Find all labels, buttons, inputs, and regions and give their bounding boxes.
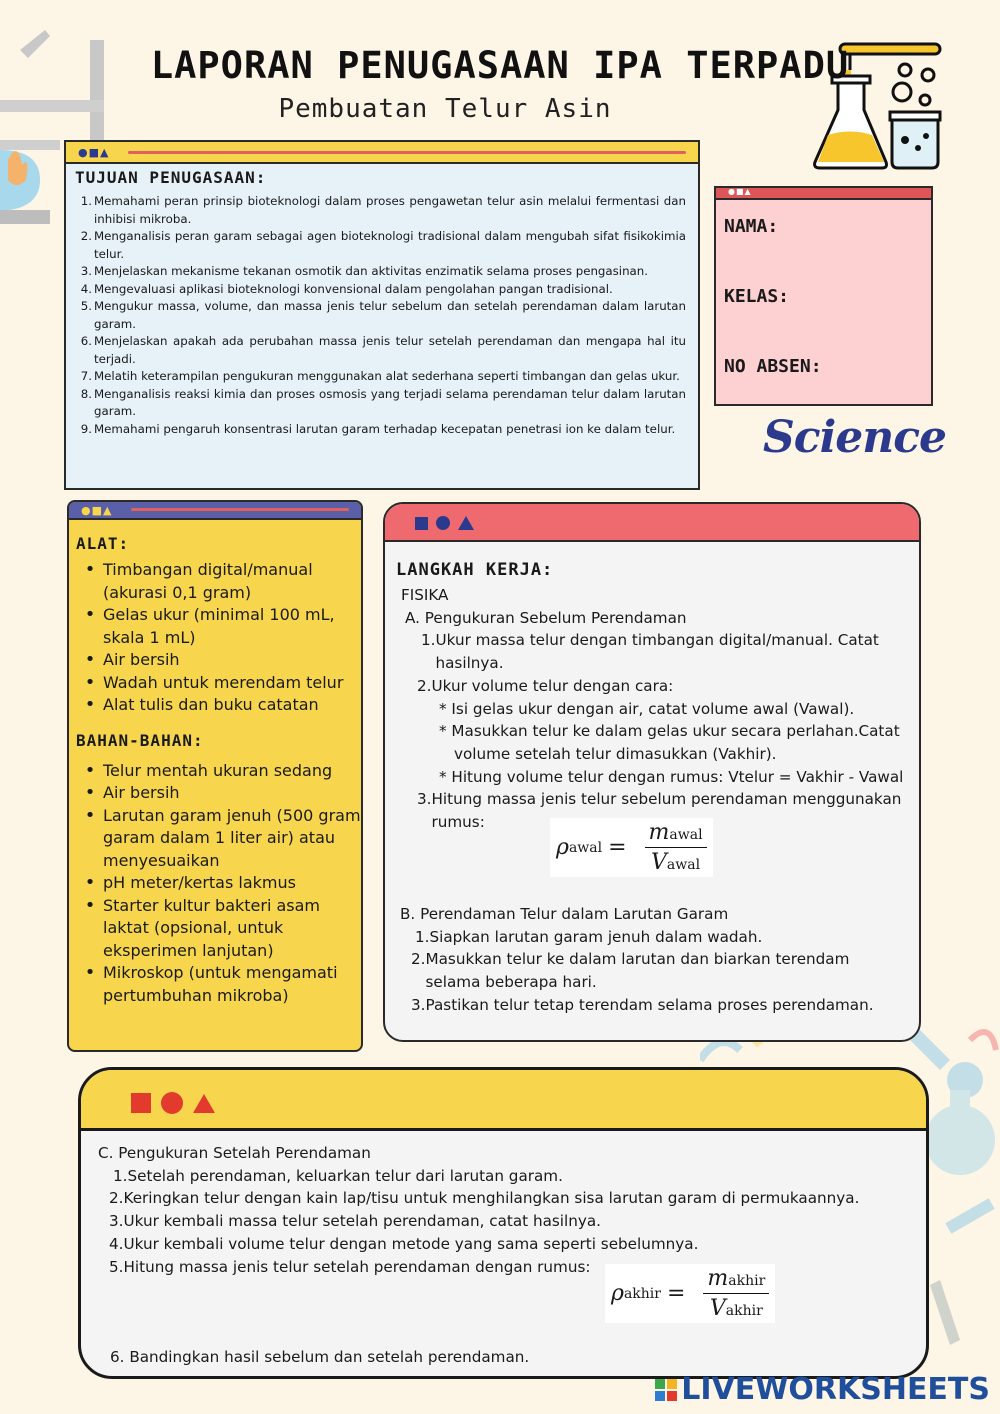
section-c-step: 5. Hitung massa jenis telur setelah perendaman dengan rumus: xyxy=(109,1257,591,1276)
section-a-step: 3. Hitung massa jenis telur sebelum perendaman menggunakan rumus: xyxy=(417,790,902,832)
section-a-substep: * Masukkan telur ke dalam gelas ukur secara perlahan.Catat volume setelah telur dimasukkan (Vakhir). xyxy=(439,722,900,763)
page-subtitle: Pembuatan Telur Asin xyxy=(278,94,612,124)
bahan-heading: BAHAN-BAHAN: xyxy=(76,730,204,750)
tujuan-heading: TUJUAN PENUGASAAN: xyxy=(75,168,267,187)
list-item: 1. Memahami peran prinsip bioteknologi dalam proses pengawetan telur asin melalui fermentasi dan inhibisi mikroba. xyxy=(80,194,686,226)
section-c-window xyxy=(78,1067,929,1379)
section-a-step: 2. Ukur volume telur dengan cara: xyxy=(417,676,674,695)
section-b-step: 2. Masukkan telur ke dalam larutan dan biarkan terendam selama beberapa hari. xyxy=(411,950,850,992)
triangle-icon xyxy=(458,516,474,530)
list-item: • Telur mentah ukuran sedang xyxy=(77,760,361,783)
section-b-title: B. Perendaman Telur dalam Larutan Garam xyxy=(400,905,729,923)
list-item: • Larutan garam jenuh (500 gram garam dalam 1 liter air) atau menyesuaikan xyxy=(77,805,361,873)
section-b-step: 1. Siapkan larutan garam jenuh dalam wadah. xyxy=(415,927,763,946)
triangle-icon xyxy=(193,1094,215,1113)
section-c-step: 1. Setelah perendaman, keluarkan telur dari larutan garam. xyxy=(113,1166,563,1185)
tujuan-window xyxy=(64,140,700,490)
section-c-step: 2. Keringkan telur dengan kain lap/tisu untuk menghilangkan sisa larutan garam di permukaannya. xyxy=(109,1189,860,1208)
list-item: 9. Memahami pengaruh konsentrasi larutan garam terhadap kecepatan penetrasi ion ke dalam telur. xyxy=(80,421,676,436)
alat-list xyxy=(77,559,361,717)
list-item: • Wadah untuk merendam telur xyxy=(77,672,361,695)
list-item: 7. Melatih keterampilan pengukuran menggunakan alat sederhana seperti timbangan dan gelas ukur. xyxy=(80,369,680,383)
section-c-step: 3. Ukur kembali massa telur setelah perendaman, catat hasilnya. xyxy=(109,1212,601,1231)
window-controls-icon: ●■▲ xyxy=(78,146,110,159)
alat-heading: ALAT: xyxy=(76,534,130,553)
formula-awal: ρ awal = $\frac{\text{mawal}}{\text{Vawal}}$ xyxy=(550,818,713,877)
window-controls-icon: ●■▲ xyxy=(81,504,113,517)
list-item: • Mikroskop (untuk mengamati pertumbuhan mikroba) xyxy=(77,962,361,1007)
liveworksheets-icon xyxy=(655,1379,677,1401)
section-a-substep: * Isi gelas ukur dengan air, catat volume awal (Vawal). xyxy=(439,699,855,718)
formula-akhir: ρ akhir = $\frac{\text{makhir}}{\text{Vakhir}}$ xyxy=(605,1264,775,1323)
section-c-step: 4. Ukur kembali volume telur dengan metode yang sama seperti sebelumnya. xyxy=(109,1234,699,1253)
list-item: 8. Menganalisis reaksi kimia dan proses osmosis yang terjadi selama perendaman telur dalam larutan garam. xyxy=(80,386,686,418)
list-item: 2. Menganalisis peran garam sebagai agen bioteknologi tradisional dalam mengubah sifat fisikokimia telur. xyxy=(80,229,686,261)
langkah-window-bar xyxy=(385,504,919,542)
section-a-substep: * Hitung volume telur dengan rumus: Vtelur = Vakhir - Vawal xyxy=(439,767,904,786)
window-controls-icon: ●■▲ xyxy=(728,187,752,196)
section-a-step: 1. Ukur massa telur dengan timbangan digital/manual. Catat hasilnya. xyxy=(421,631,879,673)
list-item: 6. Menjelaskan apakah ada perubahan massa jenis telur setelah perendaman dan mengapa hal itu terjadi. xyxy=(80,334,686,366)
list-item: • Starter kultur bakteri asam laktat (opsional, untuk eksperimen lanjutan) xyxy=(77,895,361,963)
langkah-heading: LANGKAH KERJA: xyxy=(396,560,554,580)
square-icon xyxy=(415,517,428,530)
list-item: 5. Mengukur massa, volume, dan massa jenis telur sebelum dan setelah perendaman dalam larutan garam. xyxy=(80,299,686,331)
science-logo xyxy=(763,412,946,463)
absen-label[interactable]: NO ABSEN: xyxy=(724,356,822,377)
list-item: • Alat tulis dan buku catatan xyxy=(77,694,361,717)
identity-window xyxy=(714,186,933,406)
list-item: 3. Menjelaskan mekanisme tekanan osmotik dan aktivitas enzimatik selama proses pengasinan. xyxy=(80,264,649,278)
liveworksheets-text: LIVEWORKSHEETS xyxy=(681,1372,990,1407)
list-item: 4. Mengevaluasi aplikasi bioteknologi konvensional dalam pengolahan pangan tradisional. xyxy=(80,281,613,296)
nama-label[interactable]: NAMA: xyxy=(724,216,779,237)
langkah-window xyxy=(383,502,921,1042)
section-c-final-step: 6. Bandingkan hasil sebelum dan setelah perendaman. xyxy=(110,1348,530,1366)
section-c-title: C. Pengukuran Setelah Perendaman xyxy=(98,1144,371,1162)
bahan-list xyxy=(77,760,361,1008)
alat-window-bar xyxy=(69,502,361,520)
square-icon xyxy=(131,1093,151,1113)
alat-window xyxy=(67,500,363,1052)
list-item: • Air bersih xyxy=(77,782,361,805)
list-item: • pH meter/kertas lakmus xyxy=(77,872,361,895)
science-logo-text: Science xyxy=(763,412,947,463)
kelas-label[interactable]: KELAS: xyxy=(724,286,790,307)
section-a-title: A. Pengukuran Sebelum Perendaman xyxy=(405,608,687,627)
section-b-step: 3. Pastikan telur tetap terendam selama proses perendaman. xyxy=(411,995,874,1014)
circle-icon xyxy=(161,1092,183,1114)
tujuan-list xyxy=(78,193,686,438)
category-label: FISIKA xyxy=(401,586,449,604)
tujuan-window-bar xyxy=(66,142,698,164)
list-item: • Timbangan digital/manual (akurasi 0,1 gram) xyxy=(77,559,361,604)
liveworksheets-logo[interactable] xyxy=(655,1372,990,1407)
list-item: • Air bersih xyxy=(77,649,361,672)
circle-icon xyxy=(436,516,450,530)
section-c-window-bar xyxy=(81,1070,926,1131)
list-item: • Gelas ukur (minimal 100 mL, skala 1 mL) xyxy=(77,604,361,649)
identity-window-bar xyxy=(716,188,931,200)
page-title: LAPORAN PENUGASAAN IPA TERPADU xyxy=(150,44,850,87)
